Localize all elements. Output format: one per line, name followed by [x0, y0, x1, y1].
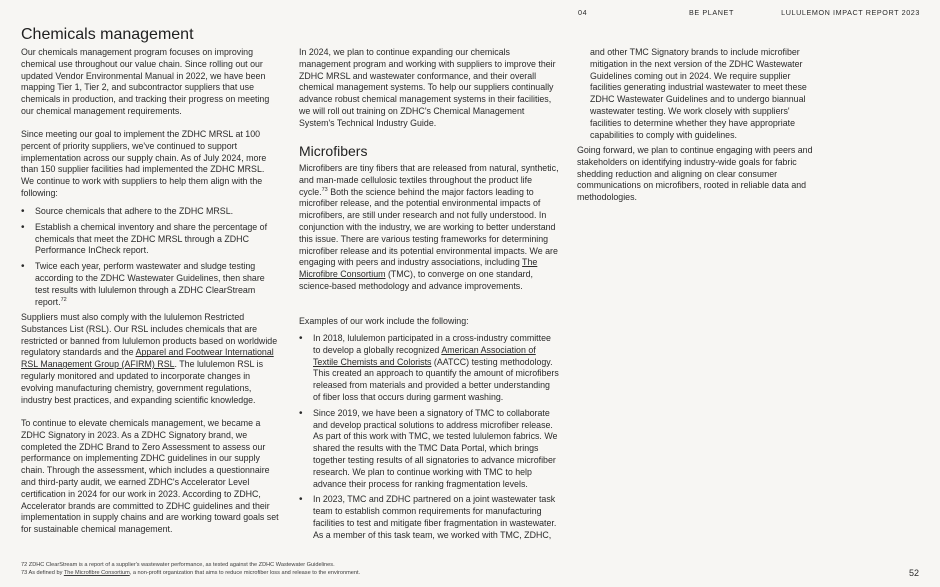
footnote-73 [21, 570, 360, 577]
going-forward-paragraph: Going forward, we plan to continue engaging with peers and stakeholders on identifying industry-wide goals for fabric shedding reduction and aligning on clear consumer communications on microfibers, rooted in reliable data and methodologies. [577, 145, 813, 203]
list-item [21, 261, 279, 308]
mrsl-paragraph: Since meeting our goal to implement the ZDHC MRSL at 100 percent of priority suppliers, we've continued to support implementation across our supply chain. As of July 2024, more than 150 supplier facilities had implemented the ZDHC MRSL. We continue to work with suppliers to help them align with the following: [21, 129, 267, 198]
section-number: 04 [578, 8, 588, 17]
microfibers-text-mid: Both the science behind the major factors leading to microfiber release, and the potential environmental impacts of microfibers, are still under research and not fully understood. In conjunction with the industry, we are working to better understand this issue. There are various testing frameworks for determining microfiber release and its potential environmental impacts. We are engaging with peers and industry associations, including [299, 186, 558, 268]
list-item: • Establish a chemical inventory and share the percentage of chemicals that meet the ZDHC MRSL through a ZDHC Performance InCheck report. [21, 222, 279, 257]
list-item: • In 2023, TMC and ZDHC partnered on a joint wastewater task team to establish common requirements for manufacturing facilities to test and mitigate fiber fragmentation in wastewater. As a member of this task team, we worked with TMC, ZDHC, [299, 494, 559, 541]
afirm-rsl-link[interactable]: Apparel and Footwear International RSL Management Group (AFIRM) RSL [21, 347, 274, 370]
examples-intro: Examples of our work include the following: [299, 316, 469, 326]
footnote-ref[interactable]: 72 [60, 296, 67, 303]
footnote-72: 72 ZDHC ClearStream is a report of a supplier's wastewater performance, as tested against the ZDHC Wastewater Guidelines. [21, 562, 335, 568]
microfibre-consortium-link[interactable]: The Microfibre Consortium [299, 257, 538, 280]
supplier-requirements-list [21, 206, 279, 308]
report-title: LULULEMON IMPACT REPORT 2023 [781, 8, 920, 17]
footnote-text-end: , a non-profit organization that aims to reduce microfiber loss and release to the environment. [129, 570, 361, 576]
list-item-text: Twice each year, perform wastewater and sludge testing according to the ZDHC Wastewater Guidelines, then share test results with lululemon through a ZDHC ClearStream report. [35, 261, 265, 307]
microfibers-heading: Microfibers [299, 143, 368, 159]
footnote-text-start: 73 As defined by [21, 570, 64, 576]
list-item: • Since 2019, we have been a signatory of TMC to collaborate and develop practical solutions to address microfiber release. As part of this work with TMC, we tested lululemon fabrics. We shared the results with the TMC Data Portal, which brings together testing results of all signatories to advance microfiber research. We plan to continue working with TMC to help advance their process for ranking fragmentation levels. [299, 408, 559, 491]
footnote-ref[interactable]: 73 [321, 186, 328, 193]
aatcc-link[interactable]: American Association of Textile Chemists and Colorists [313, 344, 536, 367]
microfibers-text-start: Microfibers are tiny fibers that are released from natural, synthetic, and man-made cellulosic textiles throughout the product life cycle. [299, 163, 559, 197]
list-item-text-start: In 2018, lululemon participated in a cross-industry committee to develop a globally recognized [313, 333, 551, 355]
zdhc-signatory-paragraph: To continue to elevate chemicals management, we became a ZDHC Signatory in 2023. As a ZDHC Signatory brand, we completed the ZDHC Brand to Zero Assessment to assess our performance on implementing ZDHC guidelines in our supply chain. Through the assessment, which includes a questionnaire and third-party audit, we earned ZDHC's Accelerator Level certification in 2024 for our work in 2023. According to ZDHC, Accelerator brands are committed to ZDHC guidelines and their implementation in supply chains and are working toward goals set for sustainable chemical management. [21, 418, 279, 535]
page-title: Chemicals management [21, 26, 194, 43]
list-item-text-end: (AATCC) testing methodology. This created an approach to quantify the amount of microfibers released from materials and provided a better understanding of fiber loss that occurs during garment washing. [313, 356, 559, 402]
list-item: • Source chemicals that adhere to the ZDHC MRSL. [21, 206, 279, 218]
footnote-consortium-link[interactable]: The Microfibre Consortium [63, 570, 130, 576]
rsl-text-end: . The lululemon RSL is regularly monitored and updated to incorporate changes in evolving manufacturing chemistry, government regulations, industry best practices, and expanding scientific knowledge. [21, 359, 263, 405]
section-title: BE PLANET [689, 8, 734, 17]
microfibers-text-end: (TMC), to converge on one standard, science-based methodology and advance improvements. [299, 269, 533, 291]
wastewater-guidelines-paragraph: and other TMC Signatory brands to include microfiber mitigation in the next version of the ZDHC Wastewater Guidelines coming out in 2024. We require supplier facilities generating industrial wastewater to meet these ZDHC Wastewater Guidelines and to undergo biannual wastewater testing. We work closely with suppliers' facilities to determine whether they have appropriate capabilities to comply with guidelines. [590, 47, 807, 140]
rsl-paragraph [21, 312, 279, 406]
list-item [299, 333, 559, 404]
microfibers-paragraph [299, 163, 559, 293]
microfiber-work-list [299, 333, 559, 542]
plan-2024-paragraph: In 2024, we plan to continue expanding our chemicals management program and working with suppliers to improve their ZDHC MRSL and wastewater conformance, and their overall chemical management systems. To help our suppliers continually advance robust chemical management systems in their facilities, we will roll out training on ZDHC's Chemical Management System's Technical Industry Guide. [299, 47, 556, 128]
page-number: 52 [908, 568, 919, 578]
rsl-text-start: Suppliers must also comply with the lululemon Restricted Substances List (RSL). Our RSL includes chemicals that are restricted or banned from lululemon products based on worldwide regulatory standards and the [21, 312, 278, 358]
intro-paragraph: Our chemicals management program focuses on improving chemical use throughout our value chain. Since rolling out our updated Vendor Environmental Manual in 2022, we have been mapping Tier 1, Tier 2, and subcontractor suppliers that use chemicals in production, and tracking their progress on meeting our chemical management requirements. [21, 47, 270, 116]
